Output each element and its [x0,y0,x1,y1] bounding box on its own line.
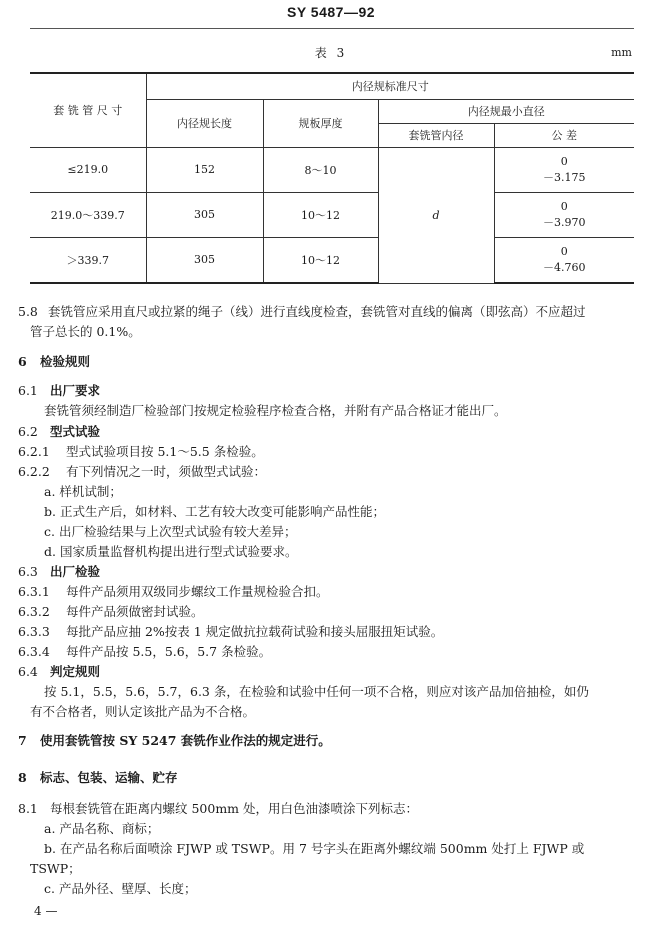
clause-number: 6.3.4 [18,644,50,659]
header-min-diameter: 内径规最小直径 [378,99,634,123]
list-item: a. 样机试制； [44,484,122,499]
cell-tolerance [494,237,634,283]
page-number: 4 — [34,904,58,918]
list-item-cont: TSWP； [30,861,81,876]
clause-number: 8.1 [18,801,38,816]
clause-number: 6.1 [18,383,38,398]
list-item: b. 正式生产后，如材料、工艺有较大改变可能影响产品性能； [44,504,385,519]
clause-title: 出厂检验 [50,564,101,579]
table-unit: mm [611,46,632,59]
clause-title: 判定规则 [50,664,101,679]
clause-text: 型式试验项目按 5.1～5.5 条检验。 [66,444,264,459]
clause-number: 5.8 [18,304,38,319]
clause-number: 6.3.2 [18,604,50,619]
clause-6-1-heading [18,381,100,401]
cell-inner-diameter: d [378,147,494,283]
clause-number: 6.4 [18,664,38,679]
clause-title: 出厂要求 [50,383,101,398]
clause-number: 6.2 [18,424,38,439]
tolerance-lower: －4.760 [543,260,586,274]
clause-number: 6.2.1 [18,444,50,459]
cell-thickness: 10～12 [263,192,378,237]
section-title: 检验规则 [40,354,91,369]
clause-6-3-4 [18,642,271,662]
header-inner-diameter: 套铣管内径 [378,123,494,147]
clause-5-8 [18,302,648,322]
clause-6-3-heading [18,562,100,582]
cell-tolerance [494,192,634,237]
header-tolerance: 公 差 [494,123,634,147]
standard-code: SY 5487—92 [286,4,376,20]
clause-6-4-cont: 有不合格者，则认定该批产品为不合格。 [30,704,256,719]
cell-size: ＞339.7 [30,237,146,283]
cell-thickness: 8～10 [263,147,378,192]
clause-text: 每件产品须用双级同步螺纹工作量规检验合扣。 [66,584,329,599]
section-8-heading [18,768,178,788]
cell-size: 219.0～339.7 [30,192,146,237]
header-gauge-length: 内径规长度 [146,99,263,147]
list-item: a. 产品名称、商标； [44,821,160,836]
clause-text: 每件产品按 5.5，5.6，5.7 条检验。 [66,644,272,659]
clause-number: 6.3.1 [18,584,50,599]
section-number: 7 [18,733,27,748]
clause-title: 型式试验 [50,424,101,439]
header-gauge-standard: 内径规标准尺寸 [146,73,634,99]
list-item: c. 出厂检验结果与上次型式试验有较大差异； [44,524,297,539]
section-7 [18,731,331,751]
section-number: 6 [18,354,27,369]
clause-6-1-text: 套铣管须经制造厂检验部门按规定检验程序检查合格，并附有产品合格证才能出厂。 [44,403,507,418]
cell-length: 152 [146,147,263,192]
clause-6-2-heading [18,422,100,442]
list-item: b. 在产品名称后面喷涂 FJWP 或 TSWP。用 7 号字头在距离外螺纹端 500mm 处打上 FJWP 或 [44,841,585,856]
section-number: 8 [18,770,27,785]
clause-8-1 [18,799,418,819]
clause-6-2-1 [18,442,264,462]
clause-number: 6.3 [18,564,38,579]
clause-5-8-cont: 管子总长的 0.1%。 [30,324,141,339]
header-size: 套 铣 管 尺 寸 [30,73,146,147]
table-title: 表 3 [314,46,348,60]
table-row [30,192,634,237]
clause-6-4-text: 按 5.1，5.5，5.6，5.7，6.3 条，在检验和试验中任何一项不合格，则应对该产品加倍抽检，如仍 [44,684,589,699]
section-title: 标志、包装、运输、贮存 [40,770,178,785]
clause-text: 每件产品须做密封试验。 [66,604,204,619]
cell-size: ≤219.0 [30,147,146,192]
table-row [30,147,634,192]
cell-thickness: 10～12 [263,237,378,283]
clause-text: 每根套铣管在距离内螺纹 500mm 处，用白色油漆喷涂下列标志： [50,801,419,816]
table-row [30,237,634,283]
tolerance-lower: －3.970 [543,215,586,229]
clause-text: 每批产品应抽 2%按表 1 规定做抗拉载荷试验和接头屈服扭矩试验。 [66,624,444,639]
cell-tolerance [494,147,634,192]
clause-6-3-1 [18,582,329,602]
clause-6-2-2 [18,462,266,482]
clause-6-4-heading [18,662,100,682]
clause-text: 套铣管应采用直尺或拉紧的绳子（线）进行直线度检查，套铣管对直线的偏离（即弦高）不应超过 [48,304,586,319]
header-plate-thickness: 规板厚度 [263,99,378,147]
clause-number: 6.3.3 [18,624,50,639]
section-text: 使用套铣管按 SY 5247 套铣作业作法的规定进行。 [40,733,331,748]
tolerance-upper: 0 [560,244,568,258]
clause-text: 有下列情况之一时，须做型式试验： [66,464,267,479]
gauge-dimension-table [30,72,634,284]
tolerance-upper: 0 [560,199,568,213]
section-6-heading [18,352,90,372]
cell-length: 305 [146,192,263,237]
tolerance-upper: 0 [560,154,568,168]
clause-6-3-2 [18,602,204,622]
clause-6-3-3 [18,622,443,642]
list-item: d. 国家质量监督机构提出进行型式试验要求。 [44,544,298,559]
clause-number: 6.2.2 [18,464,50,479]
list-item: c. 产品外径、壁厚、长度； [44,881,197,896]
cell-length: 305 [146,237,263,283]
tolerance-lower: －3.175 [543,170,586,184]
header-rule [30,28,634,29]
